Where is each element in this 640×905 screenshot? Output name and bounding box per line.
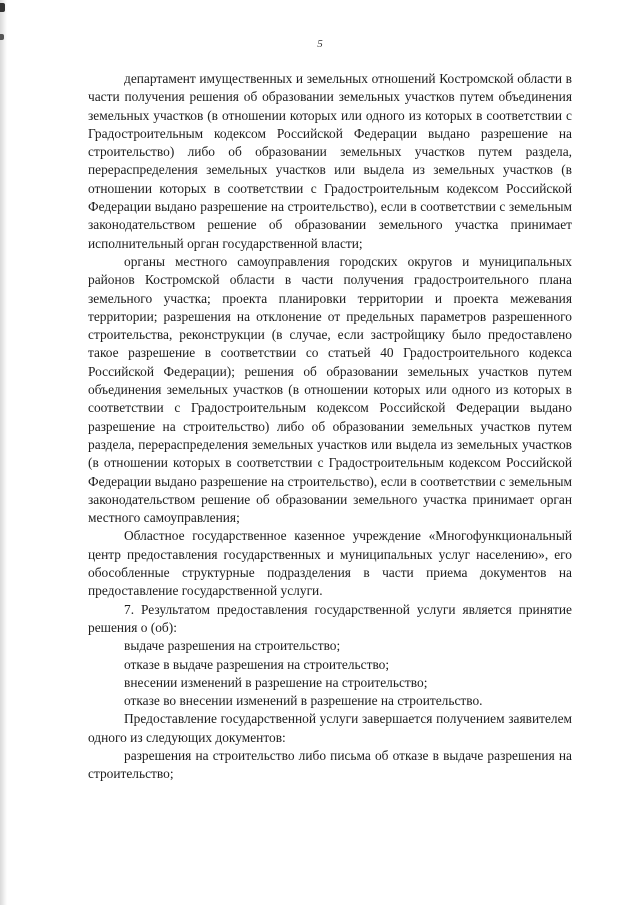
scan-artifact-mark	[0, 3, 5, 12]
paragraph-completion: Предоставление государственной услуги завершается получением заявителем одного из следующих документов:	[88, 711, 572, 745]
paragraph-department: департамент имущественных и земельных отношений Костромской области в части получения решения об образовании земельных участков путем объединения земельных участков (в отношении которых или одного из которых в соответствии с Градостроительным кодексом Российской Федерации выдано разрешение на строительство) либо об образовании земельных участков путем раздела, перераспределения земельных участков или выдела из земельных участков (в отношении которых в соответствии с Градостроительным кодексом Российской Федерации выдано разрешение на строительство), если в соответствии с земельным законодательством решение об образовании земельного участка принимает исполнительный орган государственной власти;	[88, 71, 572, 251]
document-body	[88, 70, 572, 784]
list-item: внесении изменений в разрешение на строительство;	[124, 674, 428, 690]
scan-edge-shadow	[0, 0, 7, 905]
list-item: отказе в выдаче разрешения на строительство;	[124, 656, 390, 672]
list-item: разрешения на строительство либо письма об отказе в выдаче разрешения на строительство;	[88, 747, 572, 782]
list-item: отказе во внесении изменений в разрешение на строительство.	[124, 693, 483, 709]
paragraph-local-authorities: органы местного самоуправления городских округов и муниципальных районов Костромской области в части получения градостроительного плана земельного участка; проекта планировки территории и проекта межевания территории; разрешения на отклонение от предельных параметров разрешенного строительства, реконструкции (в случае, если застройщику было предоставлено такое разрешение в соответствии со статьей 40 Градостроительного кодекса Российской Федерации); решения об образовании земельных участков путем объединения земельных участков (в отношении которых или одного из которых в соответствии с Градостроительным кодексом Российской Федерации выдано разрешение на строительство) либо об образовании земельных участков путем раздела, перераспределения земельных участков или выдела из земельных участков (в отношении которых в соответствии с Градостроительным кодексом Российской Федерации выдано разрешение на строительство), если в соответствии с земельным законодательством решение об образовании земельного участка принимает орган местного самоуправления;	[88, 253, 572, 526]
paragraph-mfc: Областное государственное казенное учреждение «Многофункциональный центр предоставления государственных и муниципальных услуг населению», его обособленные структурные подразделения в части приема документов на предоставление государственной услуги.	[88, 528, 572, 599]
paragraph-item-7: 7. Результатом предоставления государственной услуги является принятие решения о (об):	[88, 601, 572, 635]
page-number: 5	[317, 38, 323, 50]
list-item: выдаче разрешения на строительство;	[124, 638, 341, 654]
